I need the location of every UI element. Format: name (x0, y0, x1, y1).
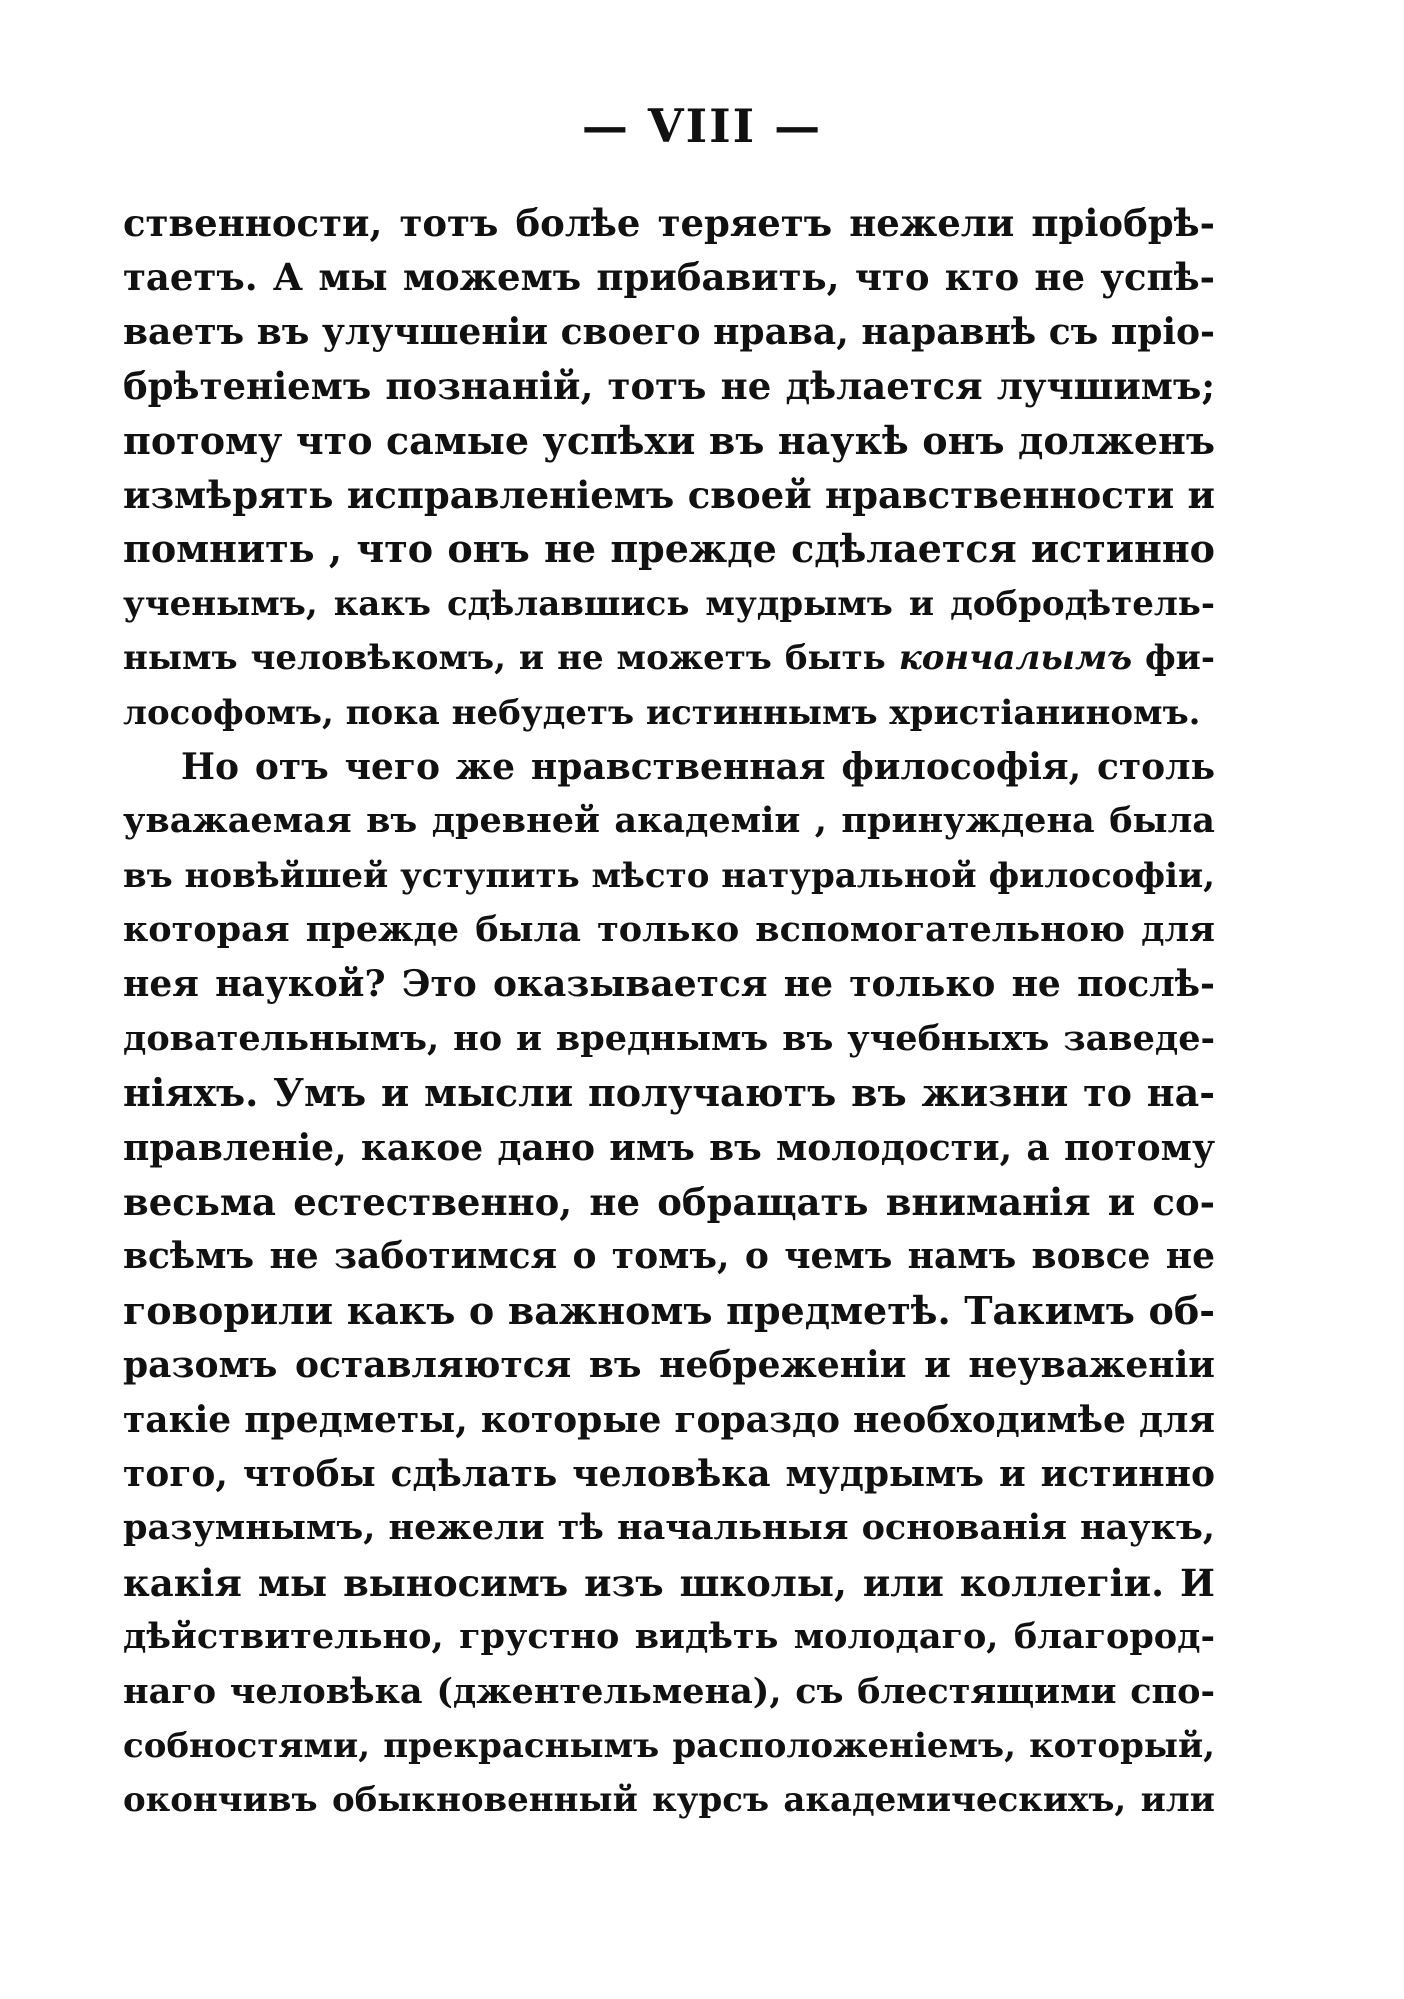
text-line: весьма естественно, не обращать вниманія и со- (123, 1180, 1215, 1225)
text-line: разомъ оставляются въ небреженіи и неуваженіи (123, 1344, 1215, 1387)
text-line: правленіе, какое дано имъ въ молодости, а потому (123, 1126, 1215, 1169)
text-line: довательнымъ, но и вреднымъ въ учебныхъ заведе- (123, 1017, 1215, 1059)
text-line: таетъ. А мы можемъ прибавить, что кто не успѣ- (123, 255, 1215, 300)
text-line: ніяхъ. Умъ и мысли получаютъ въ жизни то на- (123, 1070, 1215, 1116)
text-line: потому что самые успѣхи въ наукѣ онъ долженъ (123, 417, 1215, 463)
text-line: помнить , что онъ не прежде сдѣлается истинно (123, 526, 1215, 572)
text-line: какія мы выносимъ изъ школы, или коллегіи. И (123, 1560, 1215, 1605)
text-line: которая прежде была только вспомогательною для (123, 909, 1215, 951)
body-text (123, 196, 1215, 1828)
text-line: брѣтеніемъ познаній, тотъ не дѣлается лучшимъ; (123, 364, 1215, 409)
text-line: ственности, тотъ болѣе теряетъ нежели пріобрѣ- (123, 201, 1215, 245)
page-number: — VIII — (581, 99, 823, 153)
text-line: того, чтобы сдѣлать человѣка мудрымъ и истинно (123, 1452, 1215, 1495)
paragraph-first-line: Но отъ чего же нравственная философія, столь (181, 745, 1215, 788)
text-line: ваетъ въ улучшеніи своего нрава, наравнѣ съ пріо- (123, 310, 1215, 353)
text-line: нея наукой? Это оказывается не только не послѣ- (123, 963, 1215, 1006)
text-line: разумнымъ, нежели тѣ начальныя основанія наукъ, (123, 1507, 1215, 1549)
text-line: ученымъ, какъ сдѣлавшись мудрымъ и добродѣтель- (123, 583, 1215, 624)
text-line: окончивъ обыкновенный курсъ академическихъ, или (123, 1780, 1215, 1821)
text-line: дѣйствительно, грустно видѣть молодаго, благород- (123, 1616, 1215, 1658)
text-run: фи- (1132, 638, 1215, 679)
text-line: лософомъ, пока небудетъ истиннымъ христіаниномъ. (123, 692, 1201, 733)
text-run: нымъ человѣкомъ, и не можетъ быть (123, 638, 899, 679)
text-line: всѣмъ не заботимся о томъ, о чемъ намъ вовсе не (123, 1235, 1215, 1278)
text-line (123, 631, 1215, 685)
italic-word: кончалымъ (898, 638, 1133, 679)
text-line: такіе предметы, которые гораздо необходимѣе для (123, 1398, 1215, 1441)
text-line: въ новѣйшей уступить мѣсто натуральной философіи, (123, 855, 1215, 896)
text-line: говорили какъ о важномъ предметѣ. Такимъ об- (123, 1287, 1215, 1333)
text-line: наго человѣка (джентельмена), съ блестящими спо- (123, 1670, 1215, 1712)
text-line: уважаемая въ древней академіи , принуждена была (123, 800, 1215, 842)
text-line: измѣрять исправленіемъ своей нравственности и (123, 472, 1215, 517)
text-line: собностями, прекраснымъ расположеніемъ, который, (123, 1725, 1215, 1766)
